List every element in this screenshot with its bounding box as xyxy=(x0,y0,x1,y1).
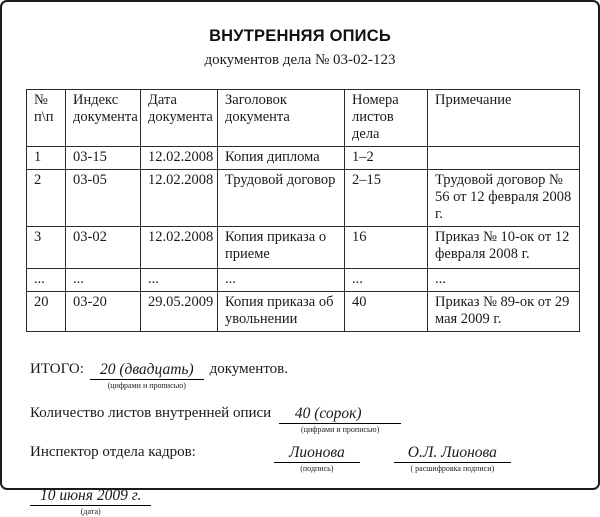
table-row xyxy=(27,170,580,227)
table-cell: 3 xyxy=(27,227,66,269)
signature-caption: (подпись) xyxy=(300,464,334,473)
table-cell: 29.05.2009 xyxy=(141,292,218,332)
total-blank xyxy=(90,360,204,391)
signature-name-blank xyxy=(394,443,511,474)
signature-blank xyxy=(274,443,360,474)
total-value: 20 (двадцать) xyxy=(90,360,204,380)
document-title: ВНУТРЕННЯЯ ОПИСЬ xyxy=(209,27,391,45)
table-cell: 12.02.2008 xyxy=(141,227,218,269)
sheets-row xyxy=(30,404,598,435)
date-blank xyxy=(30,486,151,517)
table-cell: 2–15 xyxy=(345,170,428,227)
table-row xyxy=(27,227,580,269)
table-cell: ... xyxy=(218,269,345,292)
date-value: 10 июня 2009 г. xyxy=(30,486,151,506)
table-cell xyxy=(428,147,580,170)
inspector-label: Инспектор отдела кадров: xyxy=(30,444,196,460)
col-header-date: Дата документа xyxy=(141,90,218,147)
date-caption: (дата) xyxy=(80,507,101,516)
table-cell: 1 xyxy=(27,147,66,170)
col-header-note: Примечание xyxy=(428,90,580,147)
sheets-label: Количество листов внутренней описи xyxy=(30,405,272,421)
table-cell: 03-02 xyxy=(66,227,141,269)
table-cell: 1–2 xyxy=(345,147,428,170)
table-cell: ... xyxy=(27,269,66,292)
col-header-sheets: Номера листов дела xyxy=(345,90,428,147)
signature-name-value: О.Л. Лионова xyxy=(394,443,511,463)
summary-section xyxy=(30,360,598,517)
table-cell: Копия приказа об увольнении xyxy=(218,292,345,332)
table-cell: 12.02.2008 xyxy=(141,147,218,170)
table-row xyxy=(27,292,580,332)
table-header-row xyxy=(27,90,580,147)
documents-table xyxy=(26,89,580,332)
col-header-index: Индекс документа xyxy=(66,90,141,147)
table-cell: Трудовой договор xyxy=(218,170,345,227)
table-cell: 40 xyxy=(345,292,428,332)
total-caption: (цифрами и прописью) xyxy=(107,381,186,390)
table-cell: 16 xyxy=(345,227,428,269)
table-cell: Трудовой договор № 56 от 12 февраля 2008 г. xyxy=(428,170,580,227)
table-cell: Приказ № 10-ок от 12 февраля 2008 г. xyxy=(428,227,580,269)
sheets-value: 40 (сорок) xyxy=(279,404,401,424)
total-row xyxy=(30,360,598,391)
table-cell: Копия приказа о приеме xyxy=(218,227,345,269)
sheets-blank xyxy=(279,404,401,435)
table-cell: 12.02.2008 xyxy=(141,170,218,227)
inspector-row xyxy=(30,443,598,474)
col-header-heading: Заголовок документа xyxy=(218,90,345,147)
table-cell: 03-05 xyxy=(66,170,141,227)
date-row xyxy=(30,486,598,517)
total-suffix: документов. xyxy=(209,361,289,377)
total-label: ИТОГО: xyxy=(30,361,84,377)
table-cell: 2 xyxy=(27,170,66,227)
table-row xyxy=(27,147,580,170)
table-cell: ... xyxy=(428,269,580,292)
table-cell: 03-20 xyxy=(66,292,141,332)
table-cell: 03-15 xyxy=(66,147,141,170)
sheets-caption: (цифрами и прописью) xyxy=(301,425,380,434)
table-cell: Приказ № 89-ок от 29 мая 2009 г. xyxy=(428,292,580,332)
table-cell: 20 xyxy=(27,292,66,332)
table-row-ellipsis xyxy=(27,269,580,292)
signature-value: Лионова xyxy=(274,443,360,463)
signature-name-caption: ( расшифровка подписи) xyxy=(410,464,495,473)
col-header-number: № п\п xyxy=(27,90,66,147)
table-cell: ... xyxy=(66,269,141,292)
document-subtitle: документов дела № 03-02-123 xyxy=(204,52,396,68)
table-cell: ... xyxy=(345,269,428,292)
table-cell: ... xyxy=(141,269,218,292)
table-cell: Копия диплома xyxy=(218,147,345,170)
